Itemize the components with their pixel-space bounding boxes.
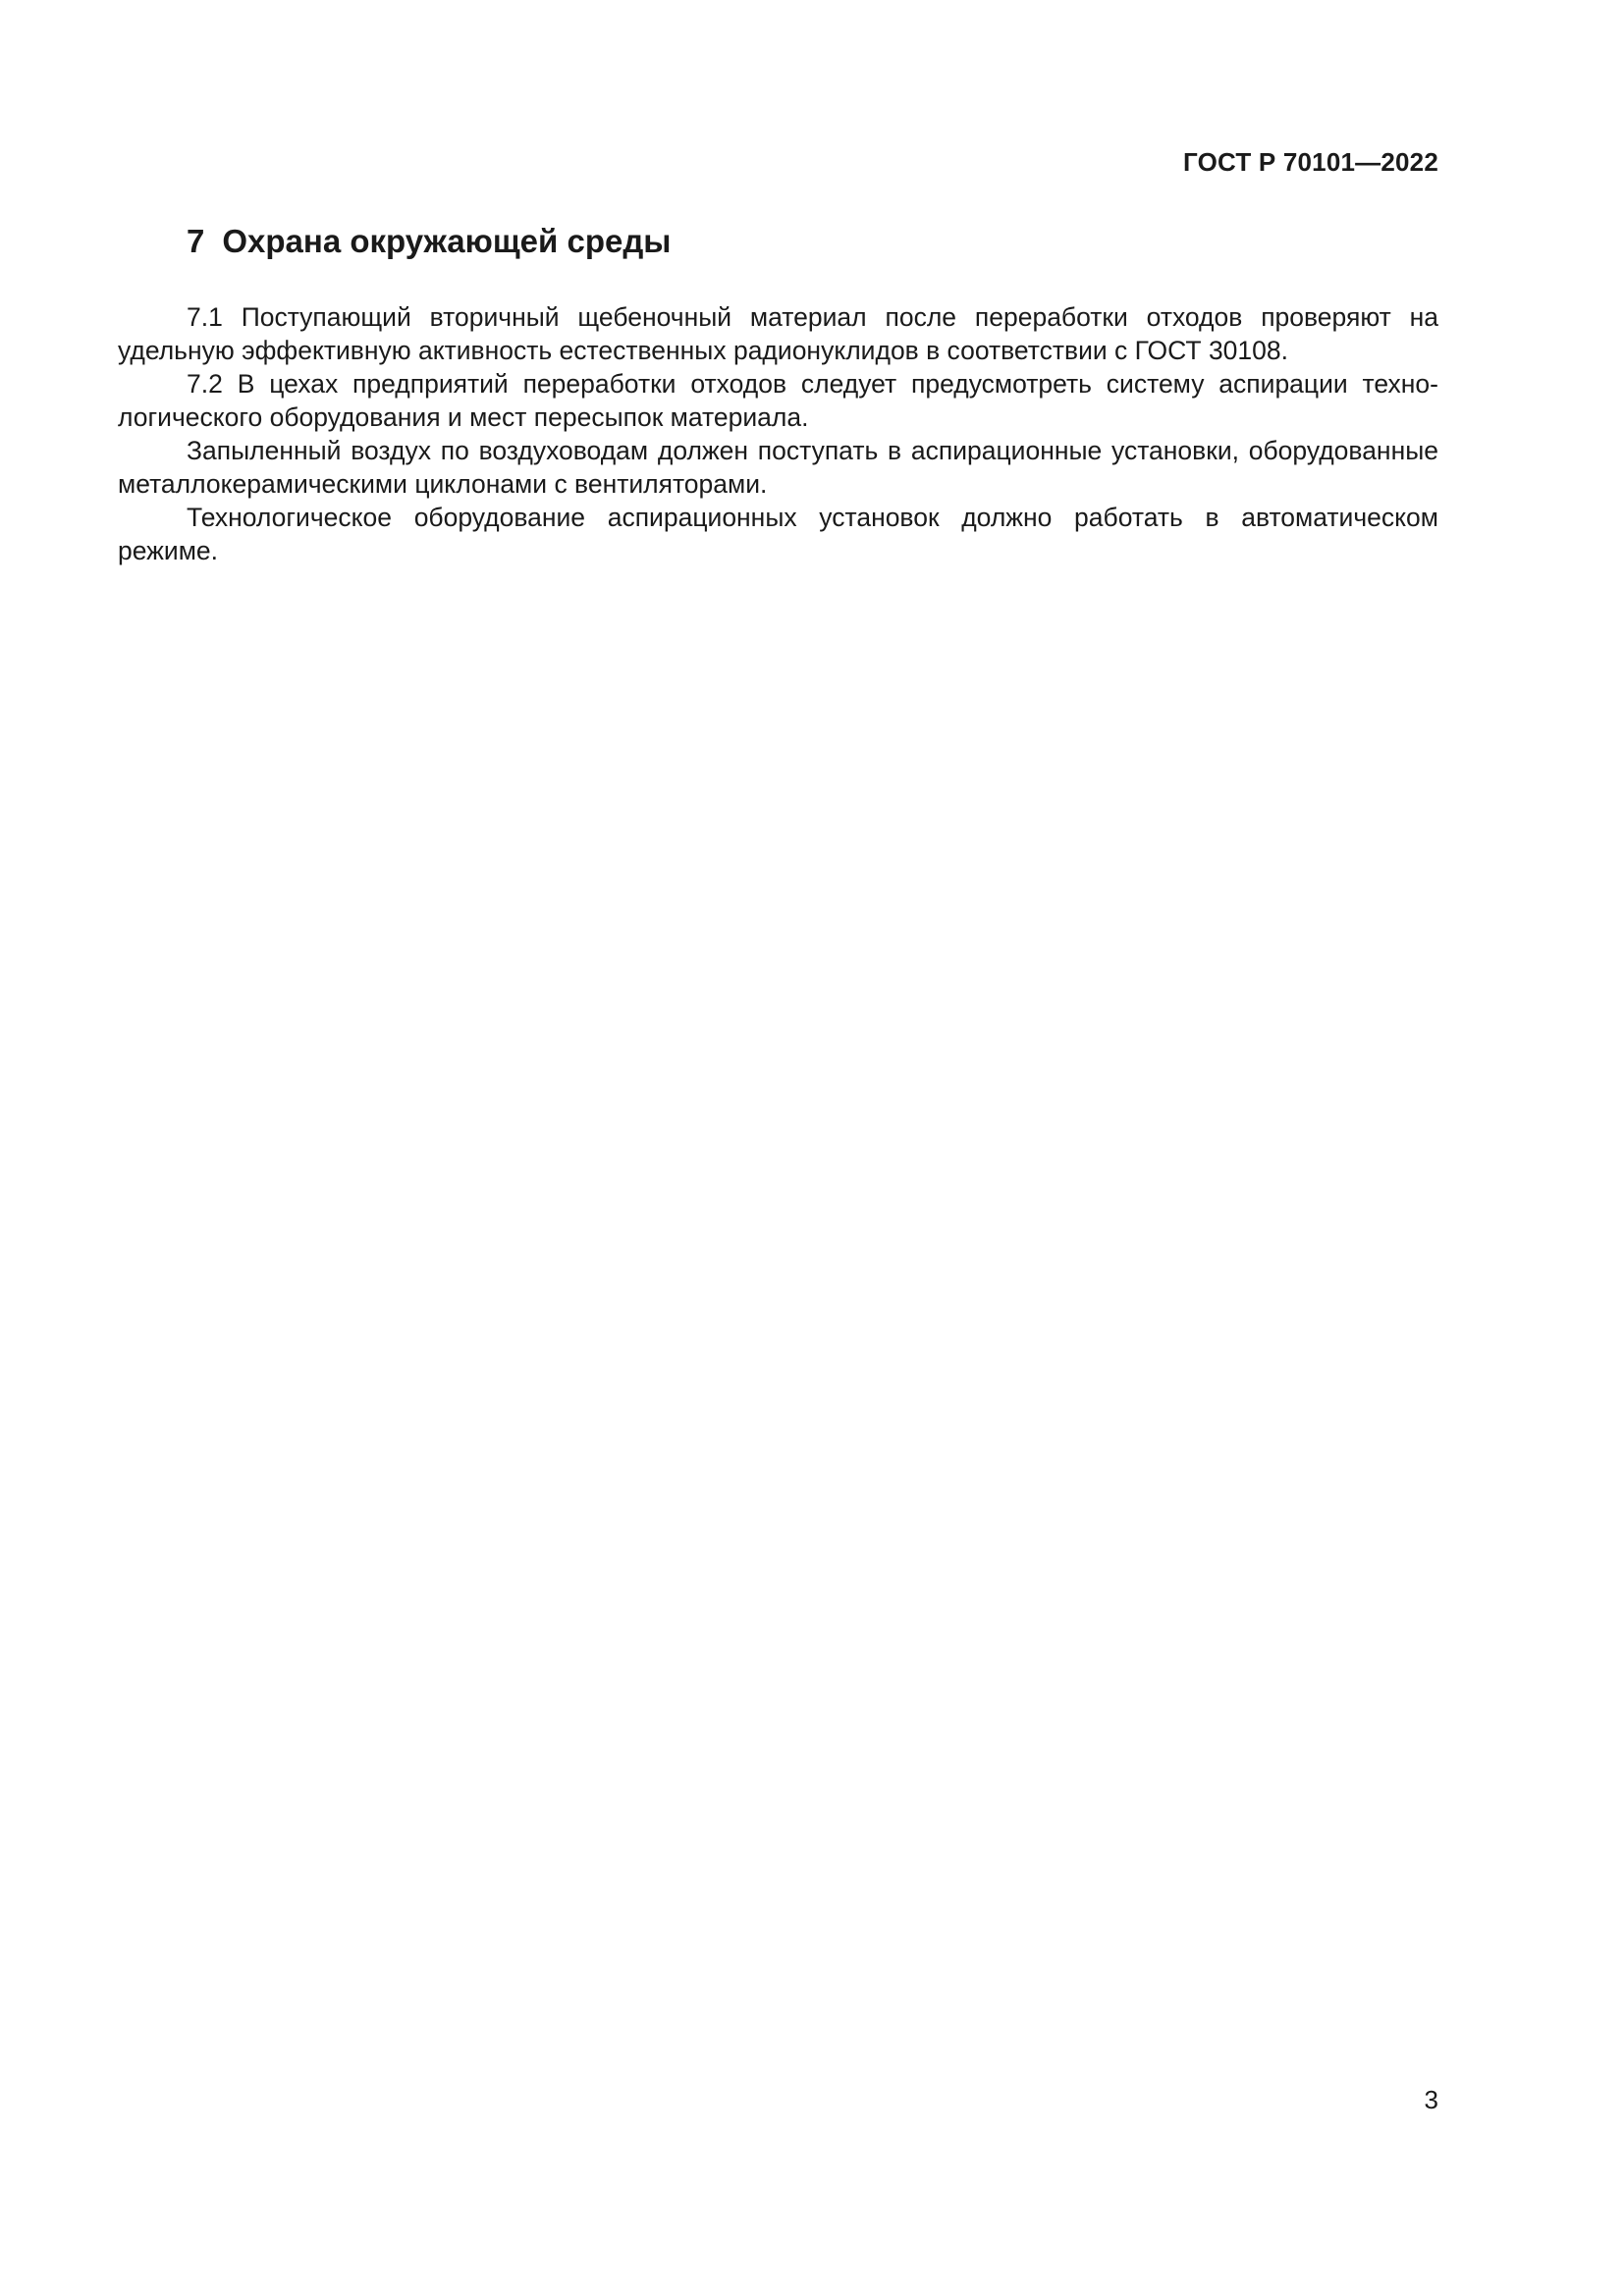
main-content	[118, 222, 1438, 567]
paragraph-equipment-mode: Технологическое оборудование аспирационных установок должно работать в автоматическом режиме.	[118, 502, 1438, 565]
section-number: 7	[187, 223, 205, 259]
paragraph-7-1: 7.1 Поступающий вторичный щебеночный материал после переработки отходов проверяют на удельную эффективную активность естественных радионуклидов в соответствии с ГОСТ 30108.	[118, 301, 1438, 365]
document-code: ГОСТ Р 70101—2022	[1183, 147, 1438, 177]
page-number: 3	[1424, 2085, 1438, 2114]
section-title: Охрана окружающей среды	[222, 223, 672, 259]
paragraph-dusty-air: Запыленный воздух по воздуховодам должен поступать в аспирационные установки, оборудованные металлокерамическими циклонами с вентиляторами.	[118, 435, 1438, 499]
paragraph-7-2: 7.2 В цехах предприятий переработки отходов следует предусмотреть систему аспирации технологического оборудования и мест пересыпок материала.	[118, 368, 1438, 432]
section-heading	[118, 222, 1438, 261]
